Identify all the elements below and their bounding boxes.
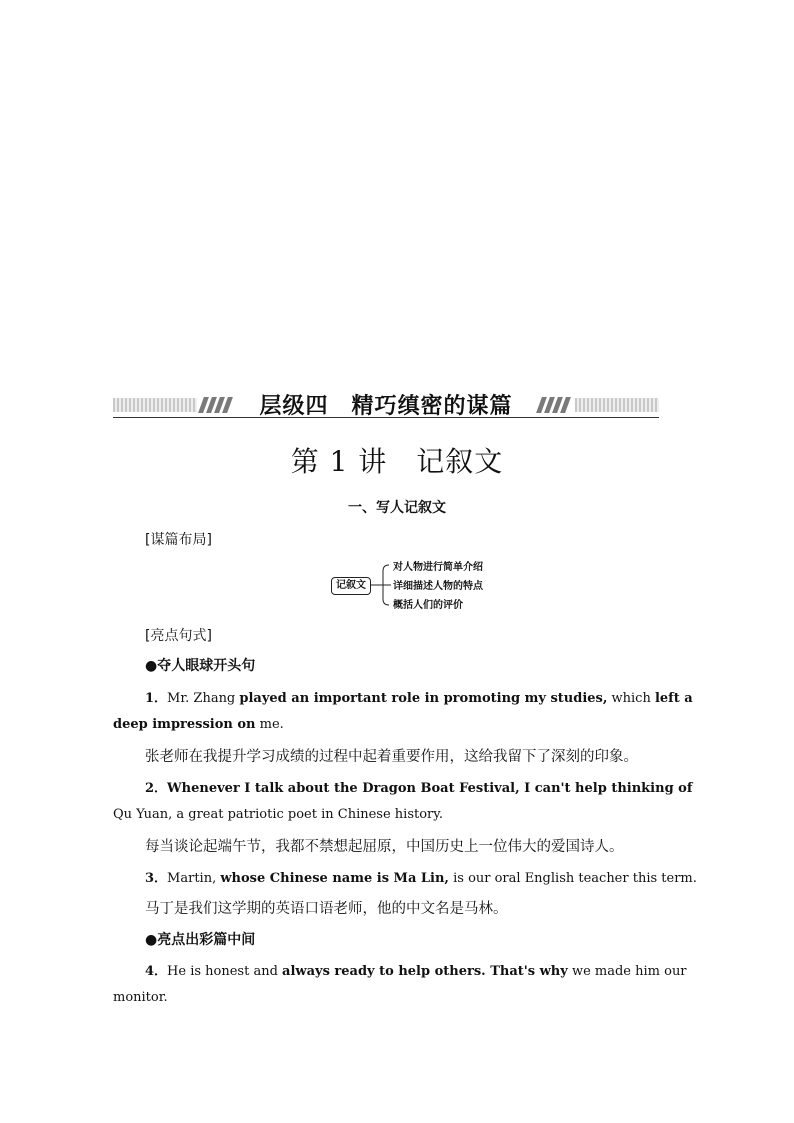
bold-phrase: played an important role in promoting my studies, <box>239 691 608 706</box>
text-run: Mr. Zhang <box>167 691 240 706</box>
bold-phrase: always ready to help others. That's why <box>282 964 568 979</box>
sentence-4-line-1 <box>145 960 687 979</box>
sentence-1-line-2 <box>113 717 284 732</box>
bold-phrase: left a <box>654 691 693 706</box>
text-run: me. <box>255 717 284 732</box>
text-run: Qu Yuan, a great patriotic poet in Chinese history. <box>113 807 444 822</box>
diagram-root: 记叙文 <box>331 577 371 595</box>
layout-label: [谋篇布局] <box>145 532 212 548</box>
lecture-title: 第 1 讲 记叙文 <box>290 445 504 478</box>
sentence-2-translation: 每当谈论起端午节，我都不禁想起屈原，中国历史上一位伟大的爱国诗人。 <box>145 839 624 855</box>
banner-stripe-right <box>575 398 659 412</box>
bold-phrase: whose Chinese name is Ma Lin, <box>220 871 449 886</box>
text-run: we made him our <box>567 964 687 979</box>
sentence-3-translation: 马丁是我们这学期的英语口语老师，他的中文名是马林。 <box>145 901 508 917</box>
text-run: Martin, <box>167 871 221 886</box>
bold-phrase: Whenever I talk about the Dragon Boat Festival, I can't help thinking of <box>167 781 693 796</box>
sentence-number: 1． <box>145 691 168 706</box>
sentence-number: 4． <box>145 964 168 979</box>
middle-heading: ●亮点出彩篇中间 <box>145 932 256 948</box>
structure-diagram <box>331 556 511 612</box>
sentence-number: 2． <box>145 781 168 796</box>
diagram-item: 详细描述人物的特点 <box>393 581 483 592</box>
sentence-2-line-2 <box>113 807 443 822</box>
text-run: monitor. <box>113 990 168 1005</box>
bold-phrase: deep impression on <box>113 717 256 732</box>
sentence-1-translation: 张老师在我提升学习成绩的过程中起着重要作用，这给我留下了深刻的印象。 <box>145 749 638 765</box>
diagram-item: 对人物进行简单介绍 <box>393 562 483 573</box>
level-banner <box>113 387 659 423</box>
sentence-number: 3． <box>145 871 168 886</box>
text-run: is our oral English teacher this term. <box>448 871 697 886</box>
sentence-2-line-1 <box>145 777 693 796</box>
section-title: 一、写人记叙文 <box>348 500 446 516</box>
sentence-3-line-1 <box>145 867 697 886</box>
banner-slashes-right <box>539 397 568 413</box>
opening-heading: ●夺人眼球开头句 <box>145 658 256 674</box>
text-run: He is honest and <box>167 964 283 979</box>
highlight-label: [亮点句式] <box>145 628 212 644</box>
banner-rule <box>113 417 659 418</box>
sentence-4-line-2 <box>113 990 168 1005</box>
text-run: which <box>607 691 655 706</box>
banner-title: 层级四 精巧缜密的谋篇 <box>259 394 513 419</box>
diagram-item: 概括人们的评价 <box>393 600 463 611</box>
sentence-1-line-1 <box>145 687 693 706</box>
